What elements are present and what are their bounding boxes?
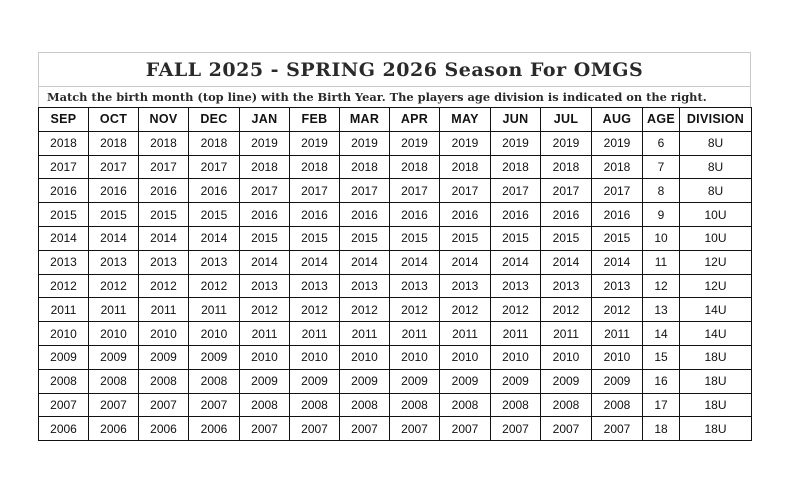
chart-title: FALL 2025 - SPRING 2026 Season For OMGS (38, 52, 751, 86)
birth-year-cell: 2007 (340, 417, 390, 441)
birth-year-cell: 2013 (592, 274, 643, 298)
birth-year-cell: 2013 (89, 250, 139, 274)
birth-year-cell: 2013 (340, 274, 390, 298)
column-header: NOV (139, 108, 189, 132)
birth-year-cell: 2013 (390, 274, 440, 298)
birth-year-cell: 2017 (340, 179, 390, 203)
birth-year-cell: 2008 (440, 393, 491, 417)
birth-year-cell: 2010 (390, 345, 440, 369)
table-row (39, 274, 752, 298)
birth-year-cell: 2013 (139, 250, 189, 274)
birth-year-cell: 2017 (390, 179, 440, 203)
birth-year-cell: 2018 (39, 131, 89, 155)
birth-year-cell: 2008 (240, 393, 290, 417)
birth-year-cell: 2019 (290, 131, 340, 155)
birth-year-cell: 2017 (139, 155, 189, 179)
birth-year-cell: 2016 (139, 179, 189, 203)
birth-year-cell: 2008 (541, 393, 592, 417)
birth-year-cell: 2012 (390, 298, 440, 322)
birth-year-cell: 2016 (240, 203, 290, 227)
birth-year-cell: 2018 (189, 131, 240, 155)
birth-year-cell: 2014 (440, 250, 491, 274)
birth-year-cell: 2010 (240, 345, 290, 369)
age-cell: 10 (643, 226, 680, 250)
birth-year-cell: 2013 (290, 274, 340, 298)
birth-year-cell: 2009 (491, 369, 541, 393)
chart-instructions: Match the birth month (top line) with the Birth Year. The players age division is indicated on the right. (38, 86, 751, 107)
division-cell: 14U (680, 298, 752, 322)
birth-year-cell: 2017 (541, 179, 592, 203)
birth-year-cell: 2019 (592, 131, 643, 155)
birth-year-cell: 2011 (290, 322, 340, 346)
birth-year-cell: 2014 (340, 250, 390, 274)
table-row (39, 250, 752, 274)
birth-year-cell: 2010 (491, 345, 541, 369)
table-row (39, 393, 752, 417)
birth-year-cell: 2011 (340, 322, 390, 346)
birth-year-cell: 2014 (189, 226, 240, 250)
birth-year-cell: 2007 (189, 393, 240, 417)
birth-year-cell: 2017 (592, 179, 643, 203)
age-cell: 9 (643, 203, 680, 227)
birth-year-cell: 2012 (189, 274, 240, 298)
birth-year-cell: 2014 (390, 250, 440, 274)
birth-year-cell: 2009 (592, 369, 643, 393)
birth-year-cell: 2017 (39, 155, 89, 179)
birth-year-cell: 2007 (541, 417, 592, 441)
division-cell: 10U (680, 226, 752, 250)
column-header: MAR (340, 108, 390, 132)
birth-year-cell: 2012 (139, 274, 189, 298)
birth-year-cell: 2015 (390, 226, 440, 250)
table-row (39, 203, 752, 227)
birth-year-cell: 2015 (340, 226, 390, 250)
column-header: DIVISION (680, 108, 752, 132)
birth-year-cell: 2019 (340, 131, 390, 155)
column-header: FEB (290, 108, 340, 132)
birth-year-cell: 2006 (89, 417, 139, 441)
header-row (39, 108, 752, 132)
birth-year-cell: 2018 (541, 155, 592, 179)
birth-year-cell: 2015 (491, 226, 541, 250)
table-row (39, 322, 752, 346)
birth-year-cell: 2018 (89, 131, 139, 155)
column-header: SEP (39, 108, 89, 132)
birth-year-cell: 2010 (592, 345, 643, 369)
birth-year-cell: 2012 (491, 298, 541, 322)
birth-year-cell: 2007 (240, 417, 290, 441)
birth-year-cell: 2019 (240, 131, 290, 155)
birth-year-cell: 2014 (491, 250, 541, 274)
birth-year-cell: 2011 (440, 322, 491, 346)
birth-year-cell: 2010 (290, 345, 340, 369)
birth-year-cell: 2010 (189, 322, 240, 346)
birth-year-cell: 2015 (541, 226, 592, 250)
birth-year-cell: 2015 (189, 203, 240, 227)
table-row (39, 179, 752, 203)
birth-year-cell: 2016 (290, 203, 340, 227)
birth-year-cell: 2009 (89, 345, 139, 369)
birth-year-cell: 2009 (440, 369, 491, 393)
table-row (39, 369, 752, 393)
birth-year-cell: 2009 (39, 345, 89, 369)
division-cell: 8U (680, 179, 752, 203)
birth-year-cell: 2006 (189, 417, 240, 441)
season-age-chart (38, 52, 751, 441)
division-cell: 12U (680, 274, 752, 298)
birth-year-cell: 2014 (290, 250, 340, 274)
birth-year-cell: 2007 (89, 393, 139, 417)
birth-year-cell: 2016 (592, 203, 643, 227)
birth-year-cell: 2011 (491, 322, 541, 346)
birth-year-cell: 2007 (440, 417, 491, 441)
table-row (39, 131, 752, 155)
birth-year-cell: 2016 (39, 179, 89, 203)
birth-year-cell: 2012 (340, 298, 390, 322)
age-cell: 15 (643, 345, 680, 369)
birth-year-cell: 2007 (290, 417, 340, 441)
birth-year-cell: 2012 (592, 298, 643, 322)
column-header: AGE (643, 108, 680, 132)
birth-year-cell: 2011 (189, 298, 240, 322)
birth-year-cell: 2008 (340, 393, 390, 417)
birth-year-cell: 2011 (39, 298, 89, 322)
division-cell: 8U (680, 155, 752, 179)
birth-year-cell: 2008 (139, 369, 189, 393)
birth-year-cell: 2018 (340, 155, 390, 179)
birth-year-cell: 2015 (290, 226, 340, 250)
column-header: JAN (240, 108, 290, 132)
birth-year-cell: 2011 (541, 322, 592, 346)
column-header: MAY (440, 108, 491, 132)
birth-year-cell: 2018 (240, 155, 290, 179)
table-row (39, 226, 752, 250)
age-cell: 12 (643, 274, 680, 298)
birth-year-cell: 2007 (592, 417, 643, 441)
age-cell: 14 (643, 322, 680, 346)
birth-year-cell: 2008 (290, 393, 340, 417)
column-header: APR (390, 108, 440, 132)
birth-year-cell: 2008 (89, 369, 139, 393)
birth-year-cell: 2019 (491, 131, 541, 155)
birth-year-cell: 2009 (541, 369, 592, 393)
birth-year-cell: 2014 (139, 226, 189, 250)
column-header: OCT (89, 108, 139, 132)
table-row (39, 345, 752, 369)
birth-year-cell: 2013 (39, 250, 89, 274)
birth-year-cell: 2007 (39, 393, 89, 417)
birth-year-cell: 2015 (592, 226, 643, 250)
birth-year-cell: 2019 (541, 131, 592, 155)
birth-year-cell: 2017 (240, 179, 290, 203)
birth-year-cell: 2010 (440, 345, 491, 369)
birth-year-cell: 2018 (139, 131, 189, 155)
birth-year-cell: 2012 (440, 298, 491, 322)
birth-year-cell: 2008 (390, 393, 440, 417)
birth-year-cell: 2010 (340, 345, 390, 369)
birth-year-cell: 2012 (541, 298, 592, 322)
age-cell: 16 (643, 369, 680, 393)
birth-year-cell: 2006 (39, 417, 89, 441)
birth-year-cell: 2015 (240, 226, 290, 250)
birth-year-cell: 2018 (390, 155, 440, 179)
division-cell: 18U (680, 345, 752, 369)
column-header: JUN (491, 108, 541, 132)
birth-year-cell: 2011 (390, 322, 440, 346)
birth-year-cell: 2016 (340, 203, 390, 227)
age-cell: 11 (643, 250, 680, 274)
birth-year-cell: 2010 (39, 322, 89, 346)
birth-year-cell: 2009 (240, 369, 290, 393)
age-cell: 17 (643, 393, 680, 417)
division-cell: 12U (680, 250, 752, 274)
birth-year-cell: 2008 (39, 369, 89, 393)
birth-year-cell: 2012 (39, 274, 89, 298)
birth-year-cell: 2016 (541, 203, 592, 227)
birth-year-cell: 2006 (139, 417, 189, 441)
birth-year-cell: 2010 (89, 322, 139, 346)
birth-year-cell: 2009 (139, 345, 189, 369)
birth-year-cell: 2015 (89, 203, 139, 227)
birth-year-cell: 2011 (89, 298, 139, 322)
birth-year-cell: 2013 (240, 274, 290, 298)
column-header: JUL (541, 108, 592, 132)
division-cell: 18U (680, 369, 752, 393)
birth-year-cell: 2010 (139, 322, 189, 346)
column-header: AUG (592, 108, 643, 132)
column-header: DEC (189, 108, 240, 132)
birth-year-table (38, 107, 752, 441)
birth-year-cell: 2017 (89, 155, 139, 179)
birth-year-cell: 2018 (592, 155, 643, 179)
age-cell: 13 (643, 298, 680, 322)
birth-year-cell: 2015 (39, 203, 89, 227)
birth-year-cell: 2009 (290, 369, 340, 393)
age-cell: 6 (643, 131, 680, 155)
birth-year-cell: 2012 (290, 298, 340, 322)
birth-year-cell: 2017 (189, 155, 240, 179)
age-cell: 8 (643, 179, 680, 203)
birth-year-cell: 2014 (89, 226, 139, 250)
birth-year-cell: 2014 (592, 250, 643, 274)
birth-year-cell: 2013 (189, 250, 240, 274)
age-cell: 7 (643, 155, 680, 179)
birth-year-cell: 2016 (491, 203, 541, 227)
birth-year-cell: 2017 (440, 179, 491, 203)
birth-year-cell: 2014 (541, 250, 592, 274)
birth-year-cell: 2019 (440, 131, 491, 155)
birth-year-cell: 2007 (139, 393, 189, 417)
birth-year-cell: 2007 (491, 417, 541, 441)
table-row (39, 417, 752, 441)
division-cell: 8U (680, 131, 752, 155)
birth-year-cell: 2011 (592, 322, 643, 346)
table-row (39, 155, 752, 179)
birth-year-cell: 2019 (390, 131, 440, 155)
birth-year-cell: 2007 (390, 417, 440, 441)
birth-year-cell: 2017 (290, 179, 340, 203)
birth-year-cell: 2008 (592, 393, 643, 417)
birth-year-cell: 2018 (290, 155, 340, 179)
birth-year-cell: 2009 (390, 369, 440, 393)
birth-year-cell: 2011 (240, 322, 290, 346)
birth-year-cell: 2016 (390, 203, 440, 227)
birth-year-cell: 2009 (340, 369, 390, 393)
age-cell: 18 (643, 417, 680, 441)
birth-year-cell: 2010 (541, 345, 592, 369)
birth-year-cell: 2013 (440, 274, 491, 298)
birth-year-cell: 2013 (541, 274, 592, 298)
birth-year-cell: 2016 (440, 203, 491, 227)
birth-year-cell: 2012 (240, 298, 290, 322)
birth-year-cell: 2017 (491, 179, 541, 203)
birth-year-cell: 2011 (139, 298, 189, 322)
table-row (39, 298, 752, 322)
birth-year-cell: 2012 (89, 274, 139, 298)
birth-year-cell: 2013 (491, 274, 541, 298)
division-cell: 18U (680, 393, 752, 417)
birth-year-cell: 2016 (89, 179, 139, 203)
birth-year-cell: 2015 (139, 203, 189, 227)
division-cell: 18U (680, 417, 752, 441)
birth-year-cell: 2018 (491, 155, 541, 179)
birth-year-cell: 2018 (440, 155, 491, 179)
birth-year-cell: 2014 (240, 250, 290, 274)
division-cell: 10U (680, 203, 752, 227)
birth-year-cell: 2009 (189, 345, 240, 369)
division-cell: 14U (680, 322, 752, 346)
birth-year-cell: 2015 (440, 226, 491, 250)
birth-year-cell: 2008 (189, 369, 240, 393)
birth-year-cell: 2014 (39, 226, 89, 250)
birth-year-cell: 2008 (491, 393, 541, 417)
birth-year-cell: 2016 (189, 179, 240, 203)
